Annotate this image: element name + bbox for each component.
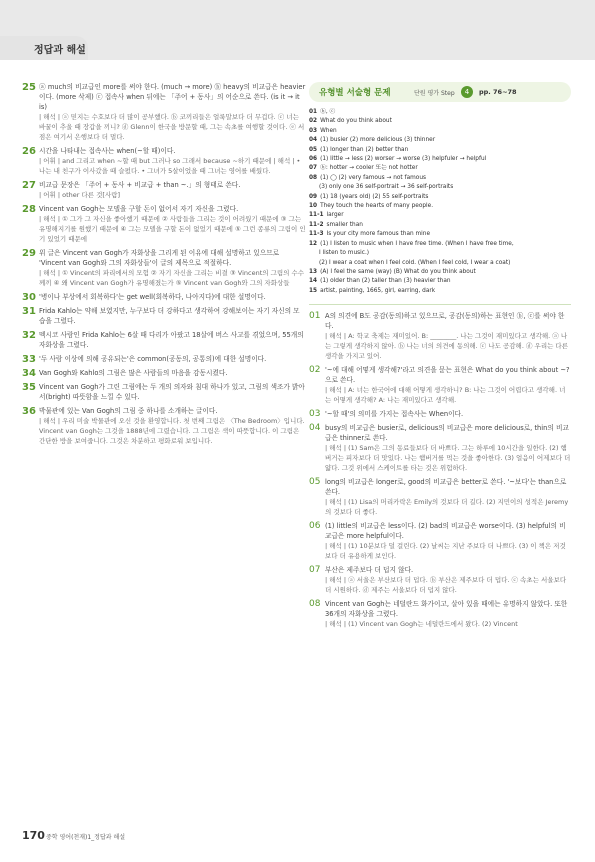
- item-text: Vincent van Gogh는 모델을 구할 돈이 없어서 자기 자신을 그렸다.: [39, 205, 239, 213]
- answer-line: [309, 108, 571, 117]
- answer-item: [22, 292, 306, 302]
- item-explanation: | 해석 | A: 학교 축제는 재미있어. B: ________. 나는 그것이 재미있다고 생각해. ⓐ 나는 그렇게 생각하지 않아. ⓑ 나는 너의 의견에 동의해. ⓒ 나도 공감해. ⓓ 우리는 다른 생각을 가지고 있어.: [325, 332, 568, 361]
- answer-line: [309, 136, 571, 145]
- item-text: '~할 때'의 의미를 가지는 접속사는 When이다.: [325, 410, 464, 419]
- answer-line: [309, 211, 571, 220]
- answer-line: [309, 164, 571, 173]
- answer-line: [309, 174, 571, 183]
- item-explanation: | 해석 | ① 그가 그 자신을 좋아했기 때문에 ② 사람들을 그리는 것이 어려웠기 때문에 ③ 그는 유명해지기를 원했기 때문에 ④ 그는 모델을 구할 돈이 없었기 때문에 ⑤ 그런 종류의 그림이 인기 있었기 때문에: [39, 215, 306, 243]
- answer-item: [22, 382, 306, 402]
- answer-number: 06: [309, 156, 318, 163]
- item-explanation: | 해석 | (1) Vincent van Gogh는 네덜란드에서 왔다. (2) Vincent: [325, 620, 518, 629]
- item-number: 05: [309, 477, 321, 488]
- answer-text: (2) I wear a coat when I feel cold. (When I feel cold, I wear a coat): [319, 259, 511, 266]
- item-number: 07: [309, 565, 321, 576]
- answer-line: [309, 277, 571, 286]
- item-text: Frida Kahlo는 약해 보였지만, 누구보다 더 강하다고 생각하여 강해보이는 자기 자신의 모습을 그렸다.: [39, 307, 300, 325]
- item-text: 멕시코 사람인 Frida Kahlo는 6살 때 다리가 아팠고 18살에 버스 사고를 겪었으며, 55개의 자화상을 그렸다.: [39, 331, 304, 349]
- answer-number: 08: [309, 174, 318, 181]
- item-text: Vincent van Gogh는 네덜란드 화가이고, 살아 있을 때에는 유명하지 않았다. 또한 36개의 자화상을 그렸다.: [325, 600, 568, 619]
- answer-item: [22, 368, 306, 378]
- item-text: 시간을 나타내는 접속사는 when(~할 때)이다.: [39, 147, 176, 155]
- answer-text: What do you think about: [320, 118, 392, 125]
- item-text: Vincent van Gogh가 그린 그림에는 두 개의 의자와 침대 하나가 있고, 그림의 색조가 밝아서(bright) 따뜻함을 느낄 수 있다.: [39, 383, 305, 401]
- item-explanation: | 해석 | (1) Lisa의 머리카락은 Emily의 것보다 더 길다. (2) 지민이의 성적은 Jeremy의 것보다 더 좋다.: [325, 498, 569, 517]
- answer-text: (1) I listen to music when I have free time. (When I have free time,: [320, 240, 514, 247]
- answer-item: [22, 330, 306, 350]
- answer-item: [22, 204, 306, 244]
- answer-text: Is your city more famous than mine: [326, 231, 431, 238]
- answer-line: [309, 146, 571, 155]
- explanation-item: [309, 477, 571, 517]
- answer-line: [309, 117, 571, 126]
- answer-text: (1) busier (2) more delicious (3) thinner: [320, 137, 436, 144]
- answer-text: (A) I feel the same (way) (B) What do you think about: [320, 268, 476, 275]
- answer-number: 15: [309, 287, 318, 294]
- answer-number: 14: [309, 278, 318, 285]
- left-column: [22, 82, 306, 450]
- answer-text: ⓑ, ⓒ: [320, 109, 336, 115]
- item-text: 박물관에 있는 Van Gogh의 그림 중 하나를 소개하는 글이다.: [39, 407, 218, 415]
- answer-text: When: [320, 127, 337, 134]
- item-explanation: | 해석 | ① Vincent의 파리에서의 모험 ② 자기 자신을 그리는 비결 ③ Vincent의 그림의 수수께끼 ④ 왜 Vincent van Gogh가 유명해졌는가 ⑤ Vincent van Gogh와 그의 자화상들: [39, 269, 305, 287]
- explanation-item: [309, 521, 571, 561]
- item-number: 08: [309, 599, 321, 610]
- item-number: 28: [22, 204, 36, 215]
- answer-text: (1) longer than (2) better than: [320, 146, 409, 153]
- answer-text: (1) 18 (years old) (2) 55 self-portraits: [320, 193, 429, 200]
- item-number: 25: [22, 82, 36, 93]
- item-explanation: | 어휘 | other 다른 것[사람]: [39, 191, 121, 199]
- answer-item: [22, 306, 306, 326]
- answer-number: 11-2: [309, 221, 324, 228]
- answer-text: They touch the hearts of many people.: [320, 203, 434, 210]
- answer-line: [309, 259, 571, 268]
- item-number: 33: [22, 354, 36, 365]
- answer-text: (1) little → less (2) worser → worse (3) helpfuler → helpful: [320, 156, 487, 163]
- item-number: 26: [22, 146, 36, 157]
- answer-number: 09: [309, 193, 318, 200]
- item-text: 부산은 제주보다 더 덥지 않다.: [325, 566, 414, 575]
- item-number: 06: [309, 521, 321, 532]
- answer-item: [22, 406, 306, 446]
- answer-line: [309, 221, 571, 230]
- right-column: [309, 82, 571, 633]
- answer-number: 11-1: [309, 212, 324, 219]
- item-text: 비교급 문장은 「주어 + 동사 + 비교급 + than ~.」의 형태로 쓴다.: [39, 181, 241, 189]
- explanation-list: [309, 311, 571, 629]
- section-header-box: [309, 82, 571, 102]
- answer-number: 05: [309, 146, 318, 153]
- item-explanation: | 해석 | ⓐ 서울은 부산보다 더 덥다. ⓑ 부산은 제주보다 더 덥다. ⓒ 속초는 서울보다 더 시원하다. ⓓ 제주는 서울보다 더 덥지 않다.: [325, 576, 567, 595]
- answer-text: (1) older than (2) taller than (3) heavier than: [320, 278, 451, 285]
- answer-text: smaller than: [326, 221, 363, 228]
- answer-number: 12: [309, 240, 318, 247]
- item-number: 34: [22, 368, 36, 379]
- answer-line: [309, 155, 571, 164]
- answer-number: 13: [309, 268, 318, 275]
- explanation-item: [309, 365, 571, 405]
- answer-item: [22, 248, 306, 288]
- answer-list: [309, 108, 571, 296]
- answer-number: 07: [309, 165, 318, 172]
- item-text: (1) little의 비교급은 less이다. (2) bad의 비교급은 worse이다. (3) helpful의 비교급은 more helpful이다.: [325, 522, 566, 541]
- divider: [309, 304, 571, 305]
- answer-text: artist, painting, 1665, girl, earring, dark: [320, 287, 436, 294]
- answer-number: 02: [309, 118, 318, 125]
- item-text: busy의 비교급은 busier로, delicious의 비교급은 more delicious로, thin의 비교급은 thinner로 쓴다.: [325, 424, 569, 443]
- item-text: '~에 대해 어떻게 생각해?'라고 의견을 묻는 표현은 What do you think about ~?으로 쓴다.: [325, 366, 570, 385]
- item-number: 27: [22, 180, 36, 191]
- answer-item: [22, 180, 306, 200]
- item-text: long의 비교급은 longer로, good의 비교급은 better로 쓴다. '~보다'는 than으로 쓴다.: [325, 478, 567, 497]
- answer-number: 03: [309, 127, 318, 134]
- item-number: 35: [22, 382, 36, 393]
- answer-text: I listen to music.): [319, 250, 370, 257]
- answer-line: [309, 268, 571, 277]
- item-number: 04: [309, 423, 321, 434]
- item-number: 32: [22, 330, 36, 341]
- item-number: 29: [22, 248, 36, 259]
- item-text: A의 의견에 B도 공감(동의)하고 있으므로, 공감(동의)하는 표현인 ⓑ, ⓒ를 써야 한다.: [325, 312, 565, 331]
- item-text: '병이나 부상에서 회복하다'는 get well(회복하다, 나아지다)에 대한 설명이다.: [39, 293, 266, 301]
- answer-line: [309, 249, 571, 258]
- item-number: 31: [22, 306, 36, 317]
- answer-text: ⓑ: hotter → cooler 또는 not hotter: [320, 165, 418, 172]
- step-badge: 4: [461, 86, 473, 98]
- answer-number: 04: [309, 137, 318, 144]
- item-explanation: | 해석 | ⓐ 믿지는 수호보다 더 많이 공부했다. ⓑ 코끼리들은 얼룩말보다 더 무겁다. ⓒ 너는 바꿀이 추울 때 장갑을 끼니? ⓓ Glenn이 한국을 방문할 때, 그는 속초를 여행할 것이다. ⓔ 서점은 여기서 은행보다 더 멀다.: [39, 113, 305, 141]
- answer-line: [309, 127, 571, 136]
- explanation-item: [309, 409, 571, 419]
- item-number: 03: [309, 409, 321, 420]
- explanation-item: [309, 311, 571, 361]
- item-number: 01: [309, 311, 321, 322]
- page-number: 170: [22, 829, 45, 842]
- answer-number: 10: [309, 203, 318, 210]
- item-text: '두 사람 이상에 의해 공유되는'은 common(공동의, 공통의)에 대한 설명이다.: [39, 355, 267, 363]
- header-title: 정답과 해설: [34, 45, 86, 56]
- item-text: 위 글은 Vincent van Gogh가 자화상을 그리게 된 이유에 대해 설명하고 있으므로 'Vincent van Gogh와 그의 자화상들'이 글의 제목으로 적절하다.: [39, 249, 280, 267]
- item-explanation: | 해석 | A: 너는 한국어에 대해 어떻게 생각하니? B: 나는 그것이 어렵다고 생각해. 너는 어떻게 생각해? A: 나는 재미있다고 생각해.: [325, 386, 566, 405]
- page-range: pp. 76~78: [479, 88, 517, 96]
- item-number: 36: [22, 406, 36, 417]
- item-text: ⓐ much의 비교급인 more를 써야 한다. (much → more) ⓑ heavy의 비교급은 heavier이다. (more 삭제) ⓒ 접속사 when 뒤에는 「주어 + 동사」의 어순으로 쓴다. (is it → it is): [39, 83, 306, 111]
- answer-number: 01: [309, 109, 318, 115]
- answer-line: [309, 202, 571, 211]
- item-number: 02: [309, 365, 321, 376]
- top-bar: [0, 0, 595, 60]
- answer-text: larger: [326, 212, 344, 219]
- book-title: 중학 영어(천재)1_정답과 해설: [46, 834, 126, 841]
- item-text: Van Gogh와 Kahlo의 그림은 많은 사람들의 마음을 감동시켰다.: [39, 369, 228, 377]
- item-explanation: | 어휘 | and 그리고 when ~할 때 but 그러나 so 그래서 because ~하기 때문에 | 해석 | • 나는 내 친구가 이사갔을 때 슬펐다. • 그녀가 5살이었을 때 그녀는 영어를 배웠다.: [39, 157, 301, 175]
- section-title: 유형별 서술형 문제: [319, 88, 391, 98]
- explanation-item: [309, 423, 571, 473]
- answer-number: 11-3: [309, 231, 324, 238]
- answer-item: [22, 146, 306, 176]
- section-label: 단원 평가 Step: [414, 90, 455, 97]
- item-explanation: | 해석 | (1) Sam은 그의 동료들보다 더 바쁘다. 그는 하루에 10시간을 일한다. (2) 햄버거는 피자보다 더 맛있다. 나는 햄버거를 먹는 것을 좋아한다. (3) 얼음이 어제보다 더 얇다. 그것 위에서 스케이트를 타는 것은 위험하다.: [325, 444, 571, 473]
- item-explanation: | 해석 | (1) 10분보다 덜 걸린다. (2) 날씨는 지난 주보다 더 나쁘다. (3) 이 책은 저것보다 더 유용하게 보인다.: [325, 542, 566, 561]
- header-tab: [0, 36, 88, 60]
- item-number: 30: [22, 292, 36, 303]
- explanation-item: [309, 565, 571, 595]
- answer-line: [309, 193, 571, 202]
- explanation-item: [309, 599, 571, 629]
- answer-line: [309, 240, 571, 249]
- answer-item: [22, 354, 306, 364]
- answer-line: [309, 230, 571, 239]
- answer-text: (3) only one 36 self-portrait → 36 self-portraits: [319, 184, 454, 191]
- answer-line: [309, 183, 571, 192]
- answer-line: [309, 287, 571, 296]
- answer-item: [22, 82, 306, 142]
- item-explanation: | 해석 | 우리 미술 박물관에 오신 것을 환영합니다. 첫 번째 그림은 〈The Bedroom〉입니다. Vincent van Gogh는 그것을 1888년에 그렸습니다. 그 그림은 색이 따뜻합니다. 이 그림은 간단한 방을 보여줍니다. 그것은 차분하고 평화로워 보입니다.: [39, 417, 305, 445]
- answer-text: (1) ◯ (2) very famous → not famous: [320, 174, 427, 181]
